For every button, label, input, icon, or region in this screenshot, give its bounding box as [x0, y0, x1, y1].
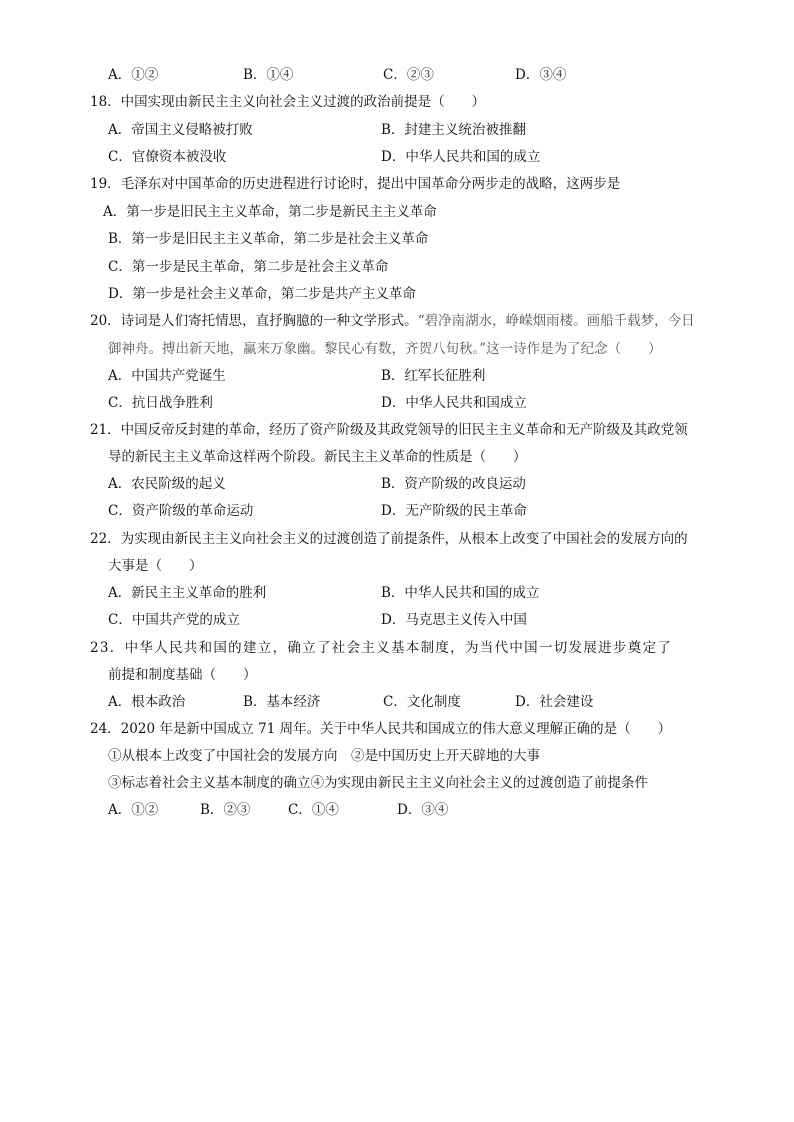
q20-poem-quote-part1: “碧净南湖水，峥嵘烟雨楼。画船千载梦，今日	[417, 313, 695, 329]
q23-option-b: B．基本经济	[243, 694, 321, 710]
q18-option-b: B．封建主义统治被推翻	[381, 122, 526, 138]
question-18-stem: 18．中国实现由新民主主义向社会主义过渡的政治前提是（ ）	[90, 94, 486, 110]
q20-option-d: D．中华人民共和国成立	[381, 395, 527, 411]
q20-stem-text: 20．诗词是人们寄托情思，直抒胸臆的一种文学形式。	[90, 313, 418, 329]
q20-option-a: A．中国共产党诞生	[108, 368, 226, 384]
q24-statement-1: ①从根本上改变了中国社会的发展方向 ②是中国历史上开天辟地的大事	[108, 748, 540, 764]
q22-option-c: C．中国共产党的成立	[108, 612, 240, 628]
option-a: A．①②	[108, 67, 159, 83]
option-b: B．①④	[243, 67, 294, 83]
q21-option-c: C．资产阶级的革命运动	[108, 503, 254, 519]
q22-option-a: A．新民主主义革命的胜利	[108, 585, 267, 601]
prev-question-options	[108, 66, 566, 84]
q20-poem-quote-part2: 御神舟。搏出新天地，赢来万象幽。黎民心有数，齐贺八旬秋。”	[108, 341, 487, 357]
question-21-stem-line1: 21．中国反帝反封建的革命，经历了资产阶级及其政党领导的旧民主主义革命和无产阶级及其政党领	[90, 422, 688, 438]
question-23-stem-line2: 前提和制度基础（ ）	[108, 667, 257, 683]
q24-option-c: C．①④	[288, 802, 339, 818]
q19-option-b: B．第一步是旧民主主义革命，第二步是社会主义革命	[108, 231, 429, 247]
q21-option-d: D．无产阶级的民主革命	[381, 503, 527, 519]
q24-option-d: D．③④	[397, 802, 449, 818]
q21-option-a: A．农民阶级的起义	[108, 476, 226, 492]
option-c: C．②③	[383, 67, 434, 83]
option-d: D．③④	[515, 67, 567, 83]
q20-option-c: C．抗日战争胜利	[108, 395, 213, 411]
q23-options	[108, 693, 593, 711]
question-22-stem-line2: 大事是（ ）	[108, 558, 203, 574]
question-22-stem-line1: 22．为实现由新民主主义向社会主义的过渡创造了前提条件，从根本上改变了中国社会的发展方向的	[90, 531, 688, 547]
question-19-stem: 19．毛泽东对中国革命的历史进程进行讨论时，提出中国革命分两步走的战略，这两步是	[90, 176, 621, 192]
q24-statement-2: ③标志着社会主义基本制度的确立④为实现由新民主主义向社会主义的过渡创造了前提条件	[108, 775, 648, 791]
q19-option-d: D．第一步是社会主义革命，第二步是共产主义革命	[108, 286, 416, 302]
q18-option-c: C．官僚资本被没收	[108, 149, 227, 165]
question-20-stem-line2	[108, 340, 662, 358]
q20-option-b: B．红军长征胜利	[381, 368, 486, 384]
question-21-stem-line2: 导的新民主主义革命这样两个阶段。新民主主义革命的性质是（ ）	[108, 449, 527, 465]
q19-option-c: C．第一步是民主革命，第二步是社会主义革命	[108, 259, 389, 275]
q20-stem-ending: 这一诗作是为了纪念（ ）	[486, 341, 662, 357]
q18-option-d: D．中华人民共和国的成立	[381, 149, 541, 165]
q24-option-a: A．①②	[108, 802, 159, 818]
q22-option-b: B．中华人民共和国的成立	[381, 585, 540, 601]
q23-option-c: C．文化制度	[383, 694, 461, 710]
question-20-stem-line1	[90, 312, 695, 330]
q23-option-d: D．社会建设	[515, 694, 594, 710]
q23-option-a: A．根本政治	[108, 694, 186, 710]
q19-option-a: A．第一步是旧民主主义革命，第二步是新民主主义革命	[103, 204, 437, 220]
q24-options	[108, 801, 448, 819]
q21-option-b: B．资产阶级的改良运动	[381, 476, 526, 492]
question-24-stem: 24．2020 年是新中国成立 71 周年。关于中华人民共和国成立的伟大意义理解正确的是（ ）	[90, 721, 672, 737]
q24-option-b: B．②③	[200, 802, 251, 818]
q18-option-a: A．帝国主义侵略被打败	[108, 122, 253, 138]
q22-option-d: D．马克思主义传入中国	[381, 612, 527, 628]
question-23-stem-line1: 23．中华人民共和国的建立，确立了社会主义基本制度，为当代中国一切发展进步奠定了	[90, 640, 673, 656]
